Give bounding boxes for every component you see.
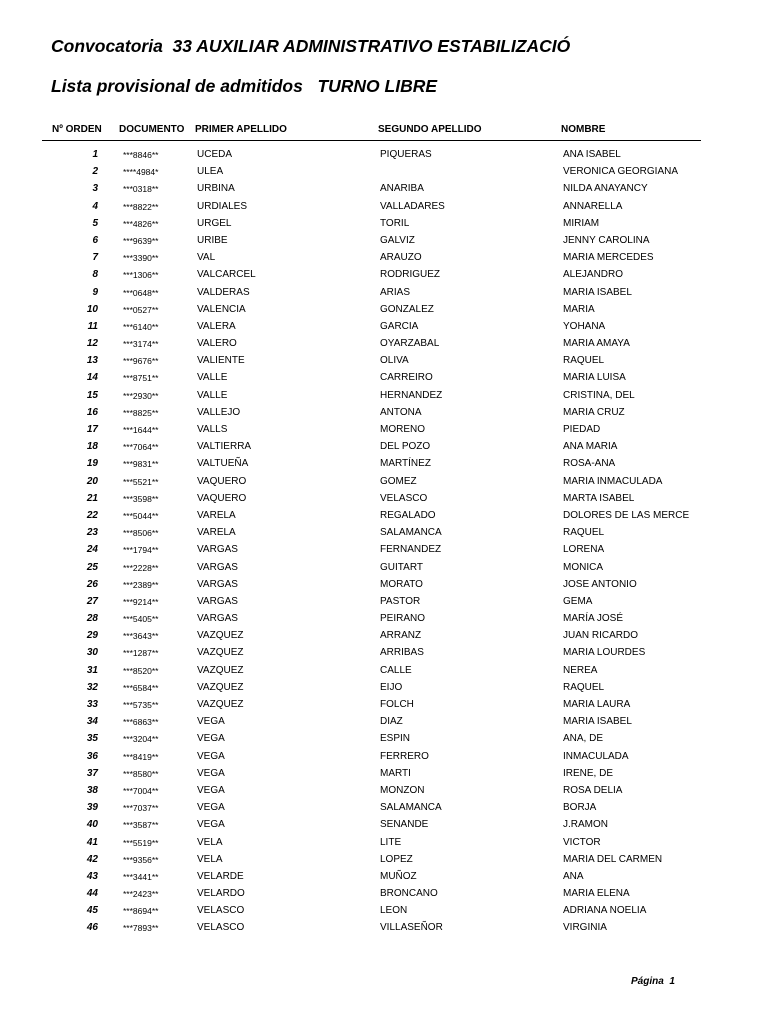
row-documento: ***9356** (123, 854, 159, 865)
row-nombre: VIRGINIA (563, 922, 607, 934)
row-primer-apellido: VARGAS (197, 613, 238, 625)
table-row (0, 421, 768, 438)
row-primer-apellido: VALLEJO (197, 406, 241, 418)
row-orden: 19 (86, 458, 98, 470)
row-documento: ***7004** (123, 785, 159, 796)
row-documento: ***3204** (123, 734, 159, 745)
row-primer-apellido: URIBE (197, 234, 228, 246)
table-row (0, 249, 768, 266)
table-row (0, 455, 768, 472)
row-primer-apellido: ULEA (197, 166, 224, 178)
row-segundo-apellido: BRONCANO (380, 888, 438, 900)
table-row (0, 180, 768, 197)
row-documento: ***0648** (123, 287, 159, 298)
row-documento: ***7064** (123, 442, 159, 453)
table-row (0, 507, 768, 524)
row-segundo-apellido: OYARZABAL (380, 338, 440, 350)
row-segundo-apellido: VALLADARES (380, 200, 445, 212)
row-segundo-apellido: TORIL (380, 217, 410, 229)
row-documento: ***9676** (123, 356, 159, 367)
row-segundo-apellido: SALAMANCA (380, 802, 442, 814)
row-orden: 33 (86, 699, 98, 710)
row-segundo-apellido: GARCIA (380, 320, 419, 332)
header-primer-apellido: PRIMER APELLIDO (195, 124, 287, 135)
row-documento: ***6584** (123, 682, 159, 693)
table-row (0, 902, 768, 919)
row-segundo-apellido: ARRIBAS (380, 647, 424, 659)
row-orden: 42 (86, 853, 98, 865)
page-number: Página 1 (631, 976, 675, 987)
row-orden: 28 (86, 613, 98, 625)
row-orden: 30 (86, 647, 98, 659)
row-orden: 29 (86, 630, 98, 642)
row-nombre: MARIA LAURA (563, 699, 631, 710)
row-nombre: ADRIANA NOELIA (563, 905, 647, 917)
table-row (0, 919, 768, 936)
row-documento: ***9639** (123, 235, 159, 246)
row-orden: 2 (92, 166, 98, 178)
row-primer-apellido: VARELA (197, 509, 236, 521)
row-primer-apellido: UCEDA (197, 149, 233, 160)
row-nombre: CRISTINA, DEL (563, 389, 635, 401)
row-primer-apellido: VALIENTE (197, 355, 245, 367)
row-primer-apellido: VALDERAS (197, 286, 250, 298)
row-nombre: VICTOR (563, 836, 601, 848)
row-orden: 31 (86, 664, 98, 676)
row-orden: 8 (92, 269, 98, 281)
row-nombre: ANA, DE (563, 733, 604, 745)
row-nombre: MARIA CRUZ (563, 406, 625, 418)
row-orden: 5 (92, 217, 98, 229)
row-nombre: ANNARELLA (563, 200, 623, 212)
row-orden: 44 (86, 888, 98, 900)
row-primer-apellido: VAZQUEZ (197, 664, 244, 676)
table-row (0, 679, 768, 696)
row-segundo-apellido: MARTI (380, 767, 411, 779)
row-segundo-apellido: FOLCH (380, 699, 414, 710)
table-row (0, 541, 768, 558)
row-primer-apellido: VAZQUEZ (197, 699, 244, 710)
row-primer-apellido: VALTUEÑA (197, 458, 249, 470)
row-documento: ***8751** (123, 373, 159, 384)
row-nombre: MARIA (563, 303, 595, 315)
row-primer-apellido: URBINA (197, 183, 235, 195)
row-documento: ***5044** (123, 510, 159, 521)
row-documento: ***5735** (123, 700, 159, 710)
row-documento: ***1794** (123, 545, 159, 556)
row-segundo-apellido: LOPEZ (380, 853, 413, 865)
row-nombre: MARÍA JOSÉ (563, 613, 624, 625)
table-row (0, 438, 768, 455)
row-orden: 11 (87, 320, 98, 332)
row-primer-apellido: VELA (197, 853, 223, 865)
row-nombre: MONICA (563, 561, 603, 573)
table-row (0, 713, 768, 730)
row-primer-apellido: VEGA (197, 733, 225, 745)
row-primer-apellido: VEGA (197, 819, 225, 831)
row-documento: ***1287** (123, 648, 159, 659)
row-orden: 13 (86, 355, 98, 367)
table-row (0, 644, 768, 661)
table-row (0, 662, 768, 679)
row-documento: ***8520** (123, 665, 159, 676)
row-primer-apellido: VAQUERO (197, 492, 247, 504)
row-primer-apellido: VARGAS (197, 561, 238, 573)
row-segundo-apellido: HERNANDEZ (380, 389, 443, 401)
table-row (0, 146, 768, 163)
row-documento: ***6140** (123, 321, 159, 332)
row-orden: 14 (86, 372, 98, 384)
table-header (0, 124, 768, 138)
row-primer-apellido: VELASCO (197, 922, 245, 934)
row-orden: 4 (92, 200, 98, 212)
row-nombre: MARIA MERCEDES (563, 252, 654, 264)
table-row (0, 610, 768, 627)
row-segundo-apellido: REGALADO (380, 509, 436, 521)
row-documento: ***3598** (123, 493, 159, 504)
row-orden: 25 (86, 561, 98, 573)
row-documento: ***8506** (123, 528, 159, 539)
row-documento: ***5519** (123, 837, 159, 848)
header-documento: DOCUMENTO (119, 124, 185, 135)
row-nombre: MARTA ISABEL (563, 492, 635, 504)
table-row (0, 576, 768, 593)
row-orden: 35 (86, 733, 98, 745)
row-segundo-apellido: GUITART (380, 561, 423, 573)
row-segundo-apellido: ANARIBA (380, 183, 424, 195)
row-documento: ***0527** (123, 304, 159, 315)
row-documento: ***8846** (123, 150, 159, 160)
row-segundo-apellido: GONZALEZ (380, 303, 434, 315)
row-orden: 21 (86, 492, 98, 504)
row-orden: 45 (86, 905, 98, 917)
row-orden: 38 (86, 784, 98, 796)
row-orden: 46 (86, 922, 98, 934)
table-row (0, 799, 768, 816)
row-segundo-apellido: MONZON (380, 784, 425, 796)
row-orden: 1 (92, 149, 98, 160)
row-primer-apellido: URDIALES (197, 200, 248, 212)
row-nombre: ANA MARIA (563, 441, 618, 453)
row-segundo-apellido: DEL POZO (380, 441, 431, 453)
row-primer-apellido: VALERO (197, 338, 237, 350)
row-nombre: ROSA-ANA (563, 458, 616, 470)
row-documento: ***8825** (123, 407, 159, 418)
row-primer-apellido: VARELA (197, 527, 236, 539)
row-nombre: VERONICA GEORGIANA (563, 166, 679, 178)
table-row (0, 387, 768, 404)
row-primer-apellido: VALLE (197, 389, 228, 401)
row-documento: ***9214** (123, 596, 159, 607)
row-segundo-apellido: FERRERO (380, 750, 429, 762)
row-primer-apellido: VARGAS (197, 544, 238, 556)
row-primer-apellido: VAZQUEZ (197, 681, 244, 693)
header-nombre: NOMBRE (561, 124, 606, 135)
row-nombre: YOHANA (563, 320, 606, 332)
header-divider (42, 140, 701, 141)
row-nombre: IRENE, DE (563, 767, 614, 779)
row-nombre: BORJA (563, 802, 597, 814)
row-nombre: MARIA LUISA (563, 372, 626, 384)
table-row (0, 816, 768, 833)
row-orden: 7 (92, 252, 98, 264)
row-documento: ***2228** (123, 562, 159, 573)
row-segundo-apellido: FERNANDEZ (380, 544, 442, 556)
row-orden: 39 (86, 802, 98, 814)
row-segundo-apellido: MARTÍNEZ (380, 458, 431, 470)
table-row (0, 627, 768, 644)
row-segundo-apellido: ARRANZ (380, 630, 422, 642)
row-nombre: INMACULADA (563, 750, 629, 762)
table-row (0, 524, 768, 541)
table-row (0, 765, 768, 782)
row-segundo-apellido: MUÑOZ (380, 870, 417, 882)
row-primer-apellido: VEGA (197, 750, 225, 762)
row-orden: 12 (86, 338, 98, 350)
row-primer-apellido: VALLE (197, 372, 228, 384)
row-documento: ***8580** (123, 768, 159, 779)
row-segundo-apellido: GALVIZ (380, 234, 415, 246)
row-primer-apellido: VALERA (197, 320, 236, 332)
row-nombre: MARIA ISABEL (563, 286, 632, 298)
table-row (0, 782, 768, 799)
row-nombre: J.RAMON (563, 819, 608, 831)
row-nombre: LORENA (563, 544, 605, 556)
row-documento: ***2930** (123, 390, 159, 401)
table-row (0, 352, 768, 369)
row-nombre: ANA (563, 870, 584, 882)
row-nombre: DOLORES DE LAS MERCE (563, 509, 690, 521)
row-primer-apellido: VARGAS (197, 578, 238, 590)
row-orden: 37 (86, 767, 98, 779)
row-documento: ***2423** (123, 889, 159, 900)
row-nombre: MARIA DEL CARMEN (563, 853, 663, 865)
row-segundo-apellido: CARREIRO (380, 372, 433, 384)
row-documento: ***8694** (123, 906, 159, 917)
document-title: Convocatoria 33 AUXILIAR ADMINISTRATIVO ESTABILIZACIÓ (51, 36, 571, 56)
row-orden: 23 (86, 527, 98, 539)
row-orden: 17 (86, 424, 98, 435)
row-nombre: RAQUEL (563, 681, 605, 693)
row-nombre: JUAN RICARDO (563, 630, 639, 642)
row-segundo-apellido: LEON (380, 905, 408, 917)
row-orden: 15 (86, 389, 98, 401)
row-documento: ***3587** (123, 820, 159, 831)
row-documento: ***2389** (123, 579, 159, 590)
row-segundo-apellido: VELASCO (380, 492, 428, 504)
row-segundo-apellido: MORENO (380, 424, 425, 435)
table-row (0, 490, 768, 507)
table-row (0, 730, 768, 747)
row-orden: 36 (86, 750, 98, 762)
row-nombre: ANA ISABEL (563, 149, 621, 160)
header-segundo-apellido: SEGUNDO APELLIDO (378, 124, 482, 135)
row-primer-apellido: VEGA (197, 767, 225, 779)
row-primer-apellido: VALLS (197, 424, 228, 435)
row-segundo-apellido: PASTOR (380, 595, 421, 607)
row-documento: ***3441** (123, 871, 159, 882)
row-primer-apellido: VAL (197, 252, 216, 264)
row-documento: ***9831** (123, 459, 159, 470)
row-nombre: MARIA LOURDES (563, 647, 646, 659)
row-documento: ***7037** (123, 803, 159, 814)
row-primer-apellido: VELASCO (197, 905, 245, 917)
row-nombre: JOSE ANTONIO (563, 578, 637, 590)
row-segundo-apellido: GOMEZ (380, 475, 417, 487)
row-documento: ***7893** (123, 923, 159, 934)
row-segundo-apellido: LITE (380, 836, 402, 848)
row-orden: 22 (86, 509, 98, 521)
table-row (0, 868, 768, 885)
table-row (0, 318, 768, 335)
table-row (0, 301, 768, 318)
row-primer-apellido: VELARDO (197, 888, 245, 900)
table-row (0, 885, 768, 902)
row-documento: ***1644** (123, 425, 159, 435)
row-orden: 41 (86, 836, 98, 848)
row-documento: ****4984* (123, 167, 159, 178)
row-documento: ***1306** (123, 270, 159, 281)
row-nombre: MARIA AMAYA (563, 338, 630, 350)
table-row (0, 266, 768, 283)
table-row (0, 335, 768, 352)
row-segundo-apellido: PIQUERAS (380, 149, 432, 160)
row-segundo-apellido: ESPIN (380, 733, 411, 745)
row-segundo-apellido: MORATO (380, 578, 423, 590)
row-documento: ***4826** (123, 218, 159, 229)
row-segundo-apellido: SENANDE (380, 819, 429, 831)
row-primer-apellido: VEGA (197, 716, 225, 728)
row-segundo-apellido: DIAZ (380, 716, 403, 728)
table-row (0, 369, 768, 386)
table-row (0, 198, 768, 215)
row-nombre: GEMA (563, 595, 593, 607)
row-nombre: ALEJANDRO (563, 269, 624, 281)
row-primer-apellido: VAZQUEZ (197, 630, 244, 642)
row-orden: 34 (86, 716, 98, 728)
row-documento: ***3174** (123, 339, 159, 350)
table-row (0, 404, 768, 421)
row-primer-apellido: VARGAS (197, 595, 238, 607)
row-segundo-apellido: EIJO (380, 681, 403, 693)
table-row (0, 284, 768, 301)
row-orden: 16 (86, 406, 98, 418)
row-segundo-apellido: RODRIGUEZ (380, 269, 440, 281)
row-documento: ***5405** (123, 614, 159, 625)
row-segundo-apellido: CALLE (380, 664, 412, 676)
table-row (0, 163, 768, 180)
table-row (0, 559, 768, 576)
row-segundo-apellido: OLIVA (380, 355, 409, 367)
row-segundo-apellido: VILLASEÑOR (380, 922, 443, 934)
table-row (0, 232, 768, 249)
row-primer-apellido: URGEL (197, 217, 232, 229)
table-row (0, 696, 768, 713)
row-primer-apellido: VAZQUEZ (197, 647, 244, 659)
row-nombre: NEREA (563, 664, 598, 676)
row-nombre: RAQUEL (563, 355, 605, 367)
table-row (0, 834, 768, 851)
row-segundo-apellido: ARIAS (380, 286, 411, 298)
row-nombre: MARIA ISABEL (563, 716, 632, 728)
row-segundo-apellido: PEIRANO (380, 613, 426, 625)
row-orden: 40 (86, 819, 98, 831)
row-primer-apellido: VAQUERO (197, 475, 247, 487)
row-orden: 27 (86, 595, 98, 607)
row-orden: 24 (86, 544, 98, 556)
document-subtitle: Lista provisional de admitidos TURNO LIBRE (51, 76, 438, 96)
row-primer-apellido: VALCARCEL (197, 269, 256, 281)
row-documento: ***8822** (123, 201, 159, 212)
row-nombre: ROSA DELIA (563, 784, 623, 796)
row-nombre: MIRIAM (563, 217, 600, 229)
table-row (0, 851, 768, 868)
row-documento: ***3643** (123, 631, 159, 642)
row-nombre: RAQUEL (563, 527, 605, 539)
row-primer-apellido: VELA (197, 836, 223, 848)
row-orden: 20 (86, 475, 98, 487)
row-orden: 6 (92, 234, 98, 246)
row-nombre: MARIA INMACULADA (563, 475, 663, 487)
row-documento: ***5521** (123, 476, 159, 487)
row-orden: 9 (92, 286, 98, 298)
header-orden: Nº ORDEN (52, 124, 102, 135)
table-row (0, 473, 768, 490)
row-segundo-apellido: SALAMANCA (380, 527, 442, 539)
row-nombre: MARIA ELENA (563, 888, 630, 900)
row-orden: 10 (86, 303, 98, 315)
row-primer-apellido: VALENCIA (197, 303, 246, 315)
row-orden: 32 (86, 681, 98, 693)
row-orden: 3 (92, 183, 98, 195)
row-documento: ***0318** (123, 184, 159, 195)
table-row (0, 215, 768, 232)
row-nombre: JENNY CAROLINA (563, 234, 650, 246)
row-orden: 43 (86, 870, 98, 882)
row-primer-apellido: VEGA (197, 802, 225, 814)
row-segundo-apellido: ANTONA (380, 406, 422, 418)
row-nombre: NILDA ANAYANCY (563, 183, 648, 195)
row-documento: ***3390** (123, 253, 159, 264)
row-segundo-apellido: ARAUZO (380, 252, 422, 264)
table-body (0, 146, 768, 937)
row-documento: ***6863** (123, 717, 159, 728)
table-row (0, 593, 768, 610)
row-nombre: PIEDAD (563, 424, 601, 435)
row-primer-apellido: VEGA (197, 784, 225, 796)
row-documento: ***8419** (123, 751, 159, 762)
row-primer-apellido: VALTIERRA (197, 441, 252, 453)
row-primer-apellido: VELARDE (197, 870, 244, 882)
row-orden: 26 (86, 578, 98, 590)
row-orden: 18 (86, 441, 98, 453)
table-row (0, 748, 768, 765)
